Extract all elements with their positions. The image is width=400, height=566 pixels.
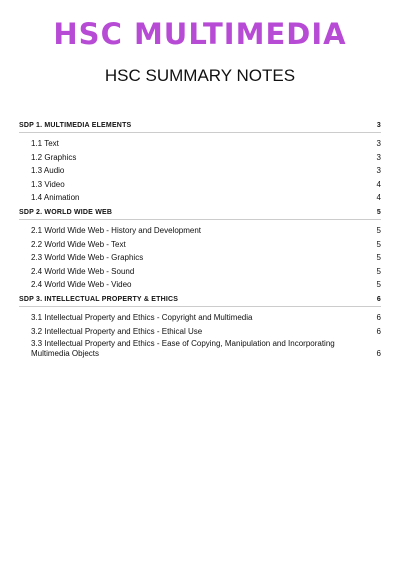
toc-entry[interactable] [19, 149, 381, 162]
toc-entry-page: 4 [376, 179, 381, 189]
toc-section-title: SDP 2. WORLD WIDE WEB [19, 208, 113, 216]
toc-section-title: SDP 3. INTELLECTUAL PROPERTY & ETHICS [19, 295, 179, 303]
toc-entry-label: 1.3 Audio [31, 166, 65, 176]
toc-entry-page: 3 [376, 139, 381, 149]
document-subtitle: HSC SUMMARY NOTES [104, 66, 296, 85]
toc-entry[interactable] [19, 136, 381, 149]
toc-entry[interactable] [19, 163, 381, 176]
toc-entry-label: 1.3 Video [31, 179, 65, 189]
toc-entry[interactable] [19, 323, 381, 336]
toc-entry[interactable] [19, 236, 381, 249]
toc-entry-page: 5 [376, 239, 381, 249]
toc-entry-label: 1.2 Graphics [31, 152, 77, 162]
toc-entry-page: 4 [376, 192, 381, 202]
toc-entry-page: 6 [376, 348, 381, 358]
toc-section-2 [19, 208, 381, 290]
toc-section-title: SDP 1. MULTIMEDIA ELEMENTS [19, 122, 132, 129]
toc-entry-label: 3.3 Intellectual Property and Ethics - Ease of Copying, Manipulation and Incorporating Multimedia Objects [31, 338, 335, 358]
toc-section-page: 6 [376, 295, 381, 303]
toc-section-heading[interactable] [19, 295, 381, 307]
toc-section-heading[interactable] [19, 121, 381, 133]
toc-entry[interactable] [19, 250, 381, 263]
toc-entry-page: 5 [376, 226, 381, 236]
toc-entry-label: 3.1 Intellectual Property and Ethics - Copyright and Multimedia [31, 313, 253, 323]
toc-entry-page: 5 [376, 266, 381, 276]
toc-entry[interactable] [19, 176, 381, 189]
table-of-contents [19, 121, 381, 364]
toc-entry[interactable] [19, 277, 381, 290]
toc-entry-page: 5 [376, 253, 381, 263]
toc-entry-page: 3 [376, 166, 381, 176]
toc-entry-label: 3.2 Intellectual Property and Ethics - Ethical Use [31, 326, 203, 336]
toc-entry-page: 6 [376, 313, 381, 323]
toc-entry-label: 1.1 Text [31, 139, 59, 149]
toc-section-page: 3 [376, 122, 381, 129]
toc-entry[interactable] [19, 310, 381, 323]
toc-entry[interactable] [19, 263, 381, 276]
toc-entry-page: 5 [376, 279, 381, 289]
toc-entry-label: 2.2 World Wide Web - Text [31, 239, 126, 249]
document-title: HSC MULTIMEDIA [53, 17, 347, 51]
toc-entry-page: 6 [376, 326, 381, 336]
toc-entry-label: 2.4 World Wide Web - Sound [31, 266, 135, 276]
toc-section-page: 5 [376, 208, 381, 216]
toc-section-heading[interactable] [19, 208, 381, 220]
toc-section-3 [19, 295, 381, 359]
toc-entry[interactable] [19, 223, 381, 236]
toc-section-1 [19, 121, 381, 203]
toc-entry-label: 2.4 World Wide Web - Video [31, 279, 132, 289]
toc-entry-page: 3 [376, 152, 381, 162]
toc-entry-label: 1.4 Animation [31, 192, 80, 202]
toc-entry-label: 2.3 World Wide Web - Graphics [31, 253, 144, 263]
toc-entry-label: 2.1 World Wide Web - History and Development [31, 226, 201, 236]
toc-entry[interactable] [19, 190, 381, 203]
toc-entry[interactable] [19, 337, 381, 359]
